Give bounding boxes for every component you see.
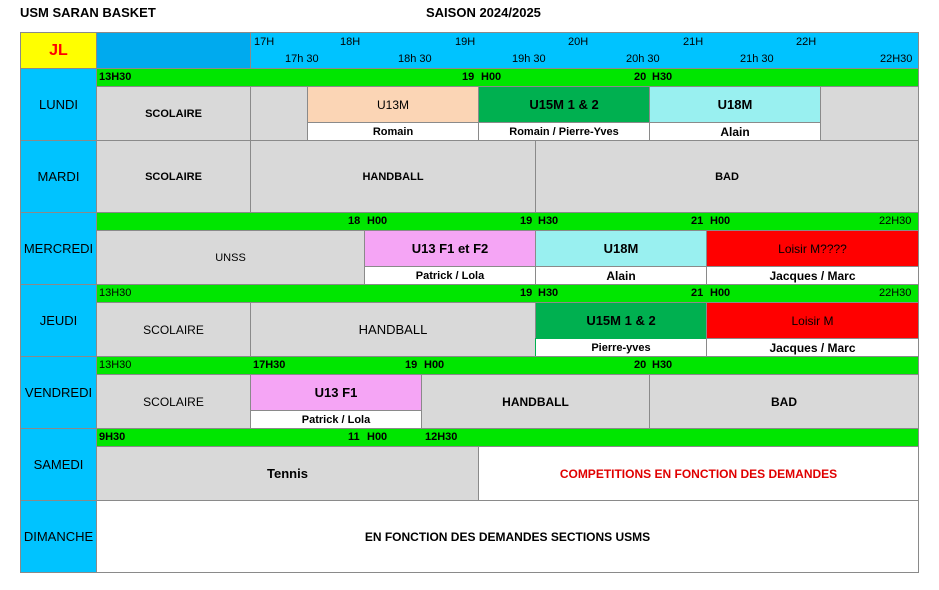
mercredi-time-h30: H30 (538, 215, 559, 227)
jeudi-handball: HANDBALL (250, 302, 536, 357)
lundi-time-h30: H30 (652, 71, 673, 83)
jeudi-time-bar (96, 284, 919, 303)
day-dimanche: DIMANCHE (20, 500, 97, 573)
hour-22: 22H (796, 36, 817, 48)
mercredi-loisir: Loisir M???? (706, 230, 919, 267)
lundi-u15m-coach: Romain / Pierre-Yves (478, 122, 650, 141)
mercredi-u18m-coach: Alain (535, 266, 707, 285)
club-title: USM SARAN BASKET (20, 5, 156, 20)
jeudi-u15m-coach: Pierre-yves (535, 338, 707, 357)
initials-cell: JL (20, 32, 97, 69)
mercredi-time-bar (96, 212, 919, 231)
lundi-u15m: U15M 1 & 2 (478, 86, 650, 123)
vendredi-scolaire: SCOLAIRE (96, 374, 251, 429)
vendredi-time-20: 20 (634, 359, 647, 371)
day-vendredi: VENDREDI (20, 356, 97, 429)
hour-21: 21H (683, 36, 704, 48)
lundi-u18m: U18M (649, 86, 821, 123)
vendredi-u13f-coach: Patrick / Lola (250, 410, 422, 429)
vendredi-u13f: U13 F1 (250, 374, 422, 411)
samedi-time-11: 11 (348, 431, 360, 443)
lundi-time-bar (96, 68, 919, 87)
season-title: SAISON 2024/2025 (426, 5, 541, 20)
mercredi-time-21: 21 (691, 215, 704, 227)
hour-17: 17H (254, 36, 275, 48)
lundi-empty (250, 86, 308, 141)
lundi-scolaire: SCOLAIRE (96, 86, 251, 141)
jeudi-time-1330: 13H30 (99, 287, 132, 299)
hour-2230: 22H30 (880, 53, 913, 65)
hour-20: 20H (568, 36, 589, 48)
day-jeudi: JEUDI (20, 284, 97, 357)
lundi-time-20: 20 (634, 71, 647, 83)
mercredi-unss: UNSS (96, 230, 365, 285)
dimanche-text: EN FONCTION DES DEMANDES SECTIONS USMS (96, 500, 919, 573)
mercredi-loisir-coach: Jacques / Marc (706, 266, 919, 285)
mercredi-u18m: U18M (535, 230, 707, 267)
hour-2030: 20h 30 (626, 53, 660, 65)
hour-1730: 17h 30 (285, 53, 319, 65)
mercredi-time-h00b: H00 (710, 215, 731, 227)
jeudi-time-19: 19 (520, 287, 533, 299)
lundi-u18m-coach: Alain (649, 122, 821, 141)
lundi-end-empty (820, 86, 919, 141)
day-mardi: MARDI (20, 140, 97, 213)
jeudi-scolaire: SCOLAIRE (96, 302, 251, 357)
day-lundi: LUNDI (20, 68, 97, 141)
mercredi-time-18: 18 (348, 215, 361, 227)
mercredi-time-h00: H00 (367, 215, 388, 227)
jeudi-time-h30: H30 (538, 287, 559, 299)
mardi-bad: BAD (535, 140, 919, 213)
samedi-time-bar (96, 428, 919, 447)
jeudi-loisir: Loisir M (706, 302, 919, 339)
jeudi-time-h00: H00 (710, 287, 731, 299)
hour-2130: 21h 30 (740, 53, 774, 65)
day-samedi: SAMEDI (20, 428, 97, 501)
day-mercredi: MERCREDI (20, 212, 97, 285)
samedi-time-1230: 12H30 (425, 431, 458, 443)
lundi-time-19: 19 (462, 71, 475, 83)
hour-18: 18H (340, 36, 361, 48)
lundi-u13m: U13M (307, 86, 479, 123)
lundi-time-1330: 13H30 (99, 71, 132, 83)
jeudi-time-21: 21 (691, 287, 704, 299)
vendredi-time-1330: 13H30 (99, 359, 132, 371)
mercredi-u13f: U13 F1 et F2 (364, 230, 536, 267)
header-blank (96, 32, 251, 69)
vendredi-handball: HANDBALL (421, 374, 650, 429)
mercredi-u13f-coach: Patrick / Lola (364, 266, 536, 285)
jeudi-time-2230: 22H30 (879, 287, 912, 299)
mardi-handball: HANDBALL (250, 140, 536, 213)
vendredi-time-19: 19 (405, 359, 418, 371)
vendredi-time-1730: 17H30 (253, 359, 286, 371)
hour-1830: 18h 30 (398, 53, 432, 65)
samedi-competitions: COMPETITIONS EN FONCTION DES DEMANDES (478, 446, 919, 501)
mercredi-time-2230: 22H30 (879, 215, 912, 227)
vendredi-time-h30: H30 (652, 359, 673, 371)
vendredi-time-h00: H00 (424, 359, 445, 371)
jeudi-u15m: U15M 1 & 2 (535, 302, 707, 339)
vendredi-time-bar (96, 356, 919, 375)
samedi-time-930: 9H30 (99, 431, 126, 443)
mercredi-time-19: 19 (520, 215, 533, 227)
jeudi-loisir-coach: Jacques / Marc (706, 338, 919, 357)
samedi-time-h00: H00 (367, 431, 388, 443)
hour-19: 19H (455, 36, 476, 48)
vendredi-bad: BAD (649, 374, 919, 429)
samedi-tennis: Tennis (96, 446, 479, 501)
lundi-time-h00: H00 (481, 71, 502, 83)
mardi-scolaire: SCOLAIRE (96, 140, 251, 213)
hour-1930: 19h 30 (512, 53, 546, 65)
lundi-u13m-coach: Romain (307, 122, 479, 141)
